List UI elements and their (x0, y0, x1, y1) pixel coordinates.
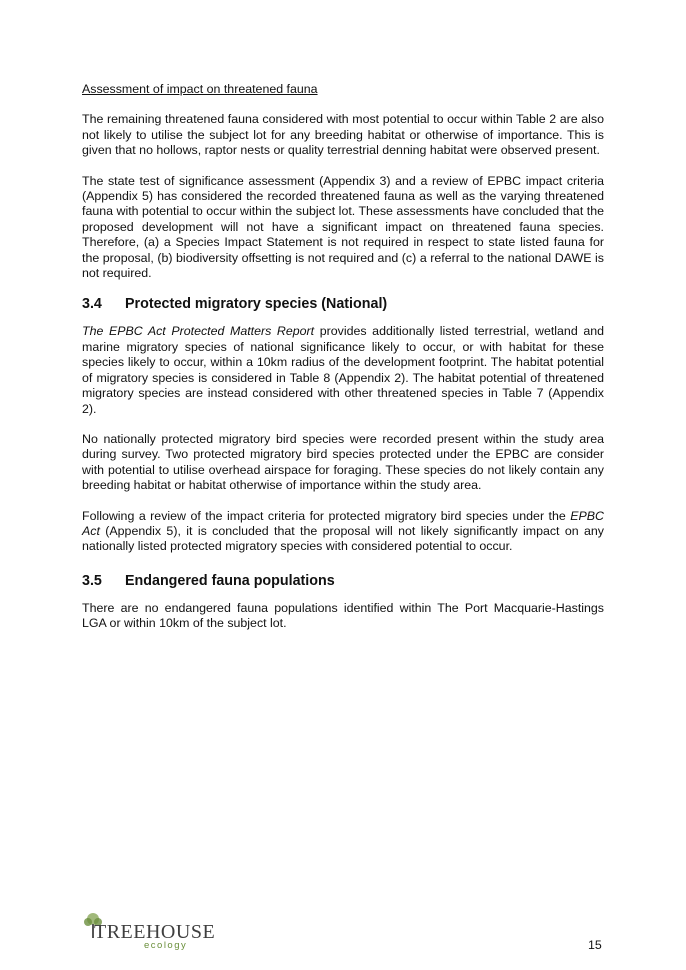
heading-3-4-title: Protected migratory species (National) (125, 296, 388, 313)
paragraph-5-start: Following a review of the impact criteria for protected migratory bird species under the (82, 508, 571, 523)
heading-3-4 (82, 296, 604, 312)
heading-3-5 (82, 573, 604, 589)
paragraph-5-italic: EPBC Act (82, 508, 604, 538)
page-number: 15 (588, 938, 602, 952)
paragraph-5 (82, 509, 604, 555)
heading-3-4-number: 3.4 (82, 296, 102, 313)
paragraph-5-rest: (Appendix 5), it is concluded that the proposal will not likely significantly impact on any nationally listed protected migratory species with considered potential to occur. (82, 523, 604, 554)
paragraph-6: There are no endangered fauna populations identified within The Port Macquarie-Hastings LGA or within 10km of the subject lot. (82, 600, 604, 631)
heading-3-5-title: Endangered fauna populations (125, 572, 335, 589)
logo-subtitle: ecology (144, 940, 188, 951)
heading-3-5-number: 3.5 (82, 572, 102, 589)
treehouse-logo (82, 912, 216, 952)
paragraph-1: The remaining threatened fauna considered with most potential to occur within Table 2 are also not likely to utilise the subject lot for any breeding habitat or otherwise of importance. This is given that no hollows, raptor nests or quality terrestrial denning habitat were observed present. (82, 112, 604, 158)
section-title: Assessment of impact on threatened fauna (82, 82, 318, 96)
paragraph-3-rest: provides additionally listed terrestrial, wetland and marine migratory species of national significance likely to occur, or with habitat for these species likely to occur, within a 10km radius of the development footprint. The habitat potential of migratory species is considered in Table 8 (Appendix 2). The habitat potential of threatened migratory species are instead considered with other threatened species in Table 7 (Appendix 2). (82, 324, 604, 416)
paragraph-3-italic: The EPBC Act Protected Matters Report (82, 324, 315, 339)
paragraph-4: No nationally protected migratory bird species were recorded present within the study area during survey. Two protected migratory bird species protected under the EPBC are consider with potential to utilise overhead airspace for foraging. These species do not likely contain any breeding habitat or habitat otherwise of importance within the study area. (82, 431, 604, 493)
paragraph-3 (82, 324, 604, 416)
paragraph-2: The state test of significance assessment (Appendix 3) and a review of EPBC impact criteria (Appendix 5) has considered the recorded threatened fauna as well as the varying threatened fauna with potential to occur within the subject lot. These assessments have concluded that the proposed development will not have a significant impact on threatened fauna species. Therefore, (a) a Species Impact Statement is not required in respect to state listed fauna for the proposal, (b) biodiversity offsetting is not required and (c) a referral to the national DAWE is not required. (82, 173, 604, 281)
page-body (82, 82, 604, 647)
logo-name: TREEHOUSE (94, 921, 216, 943)
